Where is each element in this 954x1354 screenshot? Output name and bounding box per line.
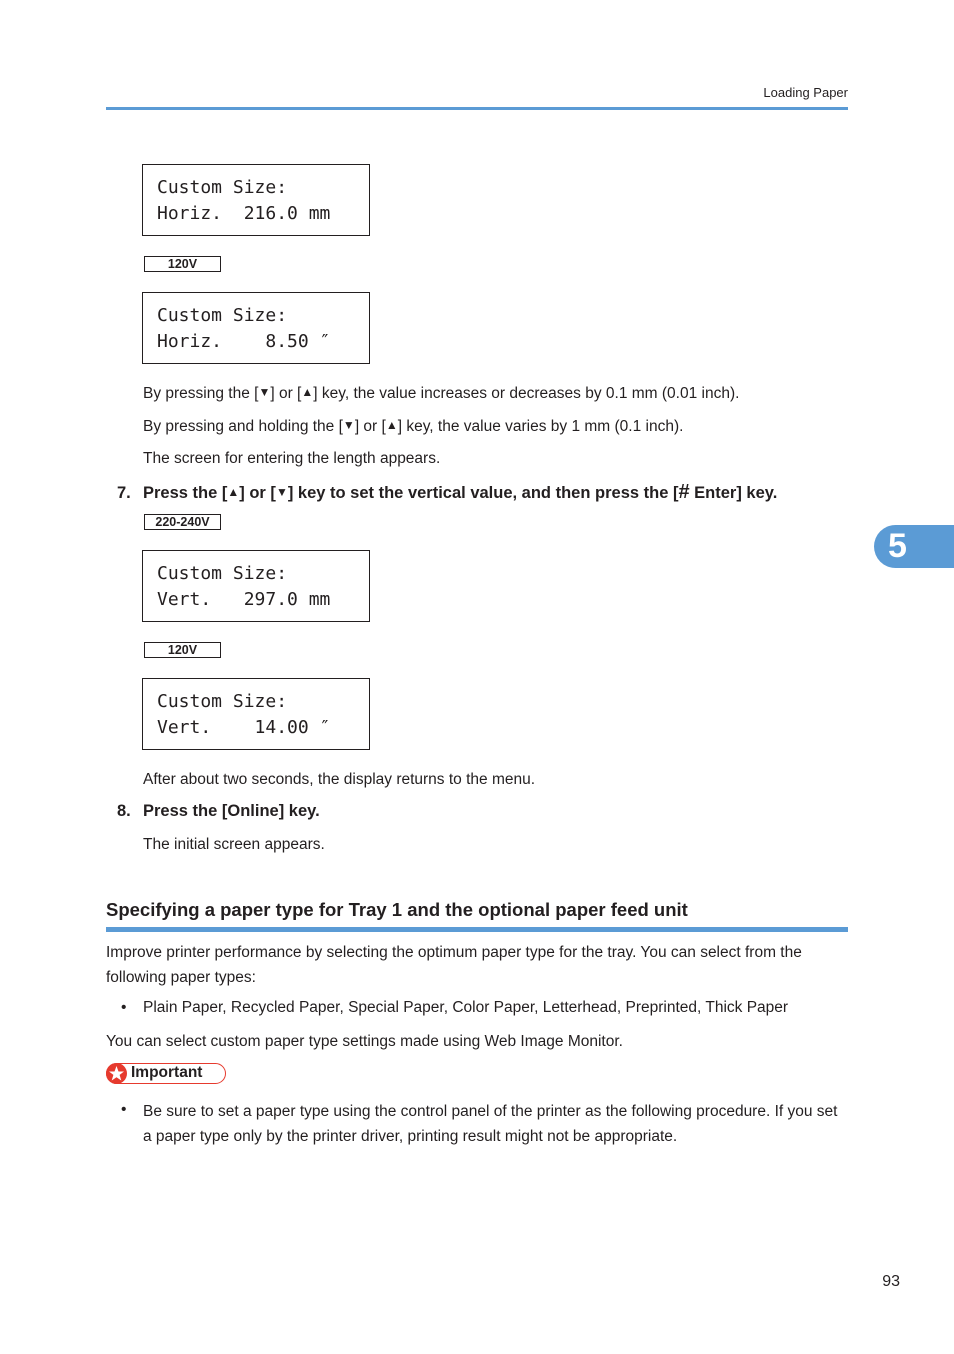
lcd-line-1: Custom Size:	[157, 177, 288, 198]
step-7: 7. Press the [▲] or [▼] key to set the vertical value, and then press the [# Enter] key.	[117, 481, 778, 503]
up-key-icon: ▲	[301, 385, 314, 399]
lcd-display-vert-inch	[142, 678, 370, 750]
important-text-label: Important	[131, 1064, 203, 1081]
lcd-display-vert-mm	[142, 550, 370, 622]
bullet-icon: •	[121, 999, 127, 1016]
chapter-number: 5	[888, 527, 907, 565]
lcd-display-horiz-mm	[142, 164, 370, 236]
lcd-line-1: Custom Size:	[157, 305, 288, 326]
initial-screen-note: The initial screen appears.	[143, 836, 325, 853]
important-note: Be sure to set a paper type using the control panel of the printer as the following procedure. If you set a paper type only by the printer driver, printing result might not be appropriate.	[143, 1103, 838, 1145]
press-hold-instruction: By pressing and holding the [▼] or [▲] key, the value varies by 1 mm (0.1 inch).	[143, 418, 684, 435]
star-icon	[106, 1063, 127, 1084]
up-key-icon: ▲	[385, 418, 398, 432]
lcd-line-2: Horiz. 8.50 ″	[157, 331, 331, 352]
length-screen-note: The screen for entering the length appears.	[143, 450, 441, 467]
page-number: 93	[882, 1273, 900, 1290]
return-to-menu-note: After about two seconds, the display returns to the menu.	[143, 771, 536, 788]
lcd-line-2: Vert. 14.00 ″	[157, 717, 331, 738]
voltage-badge-220-240v: 220-240V	[144, 514, 221, 530]
paper-types-list: Plain Paper, Recycled Paper, Special Paper, Color Paper, Letterhead, Preprinted, Thick Paper	[143, 999, 789, 1016]
up-key-icon: ▲	[227, 485, 240, 499]
voltage-badge-120v: 120V	[144, 256, 221, 272]
running-title: Loading Paper	[763, 85, 848, 100]
down-key-icon: ▼	[275, 485, 288, 499]
bullet-icon: •	[121, 1101, 127, 1118]
lcd-line-2: Horiz. 216.0 mm	[157, 203, 331, 224]
section-intro: Improve printer performance by selecting the optimum paper type for the tray. You can select from the following paper types:	[106, 944, 802, 986]
down-key-icon: ▼	[342, 418, 355, 432]
lcd-line-1: Custom Size:	[157, 563, 288, 584]
section-heading: Specifying a paper type for Tray 1 and the optional paper feed unit	[106, 899, 688, 920]
voltage-badge-120v: 120V	[144, 642, 221, 658]
step-number: 7.	[117, 484, 131, 502]
lcd-line-2: Vert. 297.0 mm	[157, 589, 331, 610]
important-label	[106, 1063, 226, 1084]
custom-type-note: You can select custom paper type settings made using Web Image Monitor.	[106, 1033, 623, 1050]
section-rule	[106, 927, 848, 932]
step-8: 8. Press the [Online] key.	[117, 802, 320, 820]
hash-key-icon: #	[678, 481, 690, 503]
lcd-line-1: Custom Size:	[157, 691, 288, 712]
header-rule	[106, 107, 848, 110]
down-key-icon: ▼	[258, 385, 271, 399]
chapter-tab	[874, 525, 954, 568]
lcd-display-horiz-inch	[142, 292, 370, 364]
press-instruction: By pressing the [▼] or [▲] key, the value increases or decreases by 0.1 mm (0.01 inch).	[143, 385, 740, 402]
step-number: 8.	[117, 802, 131, 820]
